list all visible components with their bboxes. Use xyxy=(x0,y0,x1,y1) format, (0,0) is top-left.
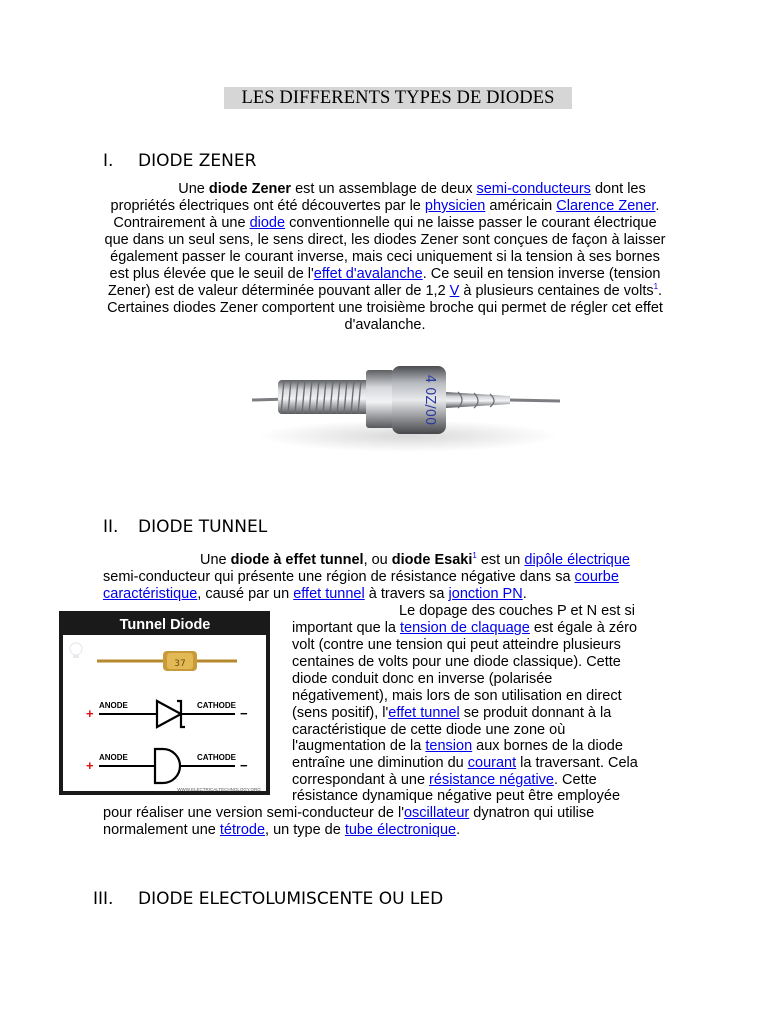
tunnel-text-line: entraîne une diminution du courant la traversant. Cela xyxy=(292,755,638,771)
tunnel-text-line: pour réaliser une version semi-conducteur de l'oscillateur dynatron qui utilise xyxy=(103,805,595,821)
tunnel-text-line: volt (contre une tension qui peut atteindre plusieurs xyxy=(292,637,621,653)
link-tetrode[interactable]: tétrode xyxy=(219,822,266,838)
tunnel-diode-figure xyxy=(59,611,270,795)
link-clarence-zener[interactable]: Clarence Zener xyxy=(556,198,656,214)
minus-sign: − xyxy=(240,758,248,773)
zener-diode-photo xyxy=(248,346,564,454)
tunnel-text-line: l'augmentation de la tension aux bornes de la diode xyxy=(292,738,623,754)
tunnel-text-line: négativement), mais lors de son utilisation en direct xyxy=(292,688,622,704)
link-effet-tunnel[interactable]: effet tunnel xyxy=(293,586,365,602)
tunnel-text-line: résistance dynamique négative peut être employée xyxy=(292,788,621,804)
tunnel-text-line: Le dopage des couches P et N est si xyxy=(399,603,635,619)
link-diode[interactable]: diode xyxy=(249,215,286,231)
link-effet-tunnel-2[interactable]: effet tunnel xyxy=(388,705,460,721)
tunnel-text-line: important que la tension de claquage est égale à zéro xyxy=(292,620,638,636)
image-credit: WWW.ELECTRICALTECHNOLOGY.ORG xyxy=(177,787,261,792)
section-title: DIODE TUNNEL xyxy=(138,517,268,537)
link-dipole-electrique[interactable]: dipôle électrique xyxy=(524,552,630,568)
link-physicien[interactable]: physicien xyxy=(424,198,486,214)
link-courant[interactable]: courant xyxy=(467,755,517,771)
page-title: LES DIFFERENTS TYPES DE DIODES xyxy=(224,87,572,109)
link-semi-conducteurs[interactable]: semi-conducteurs xyxy=(476,181,591,197)
link-resistance-negative[interactable]: résistance négative xyxy=(429,772,554,788)
cathode-label: CATHODE xyxy=(197,753,236,762)
plus-sign: + xyxy=(86,758,94,773)
link-effet-avalanche[interactable]: effet d'avalanche xyxy=(313,266,423,282)
tunnel-text-line: correspondant à une résistance négative. Cette xyxy=(292,772,597,788)
section-number: II. xyxy=(103,517,119,537)
link-tension-claquage[interactable]: tension de claquage xyxy=(400,620,530,636)
diode-marking: 4 0Z/00 xyxy=(422,374,437,426)
anode-label: ANODE xyxy=(99,753,128,762)
link-oscillateur[interactable]: oscillateur xyxy=(403,805,470,821)
figure-title: Tunnel Diode xyxy=(119,617,211,633)
link-volt[interactable]: V xyxy=(449,283,460,299)
tunnel-text-line: centaines de volts pour une diode classique). Cette xyxy=(292,654,621,670)
tunnel-text-line: (sens positif), l'effet tunnel se produit donnant à la xyxy=(292,705,612,721)
link-jonction-pn[interactable]: jonction PN xyxy=(448,586,523,602)
plus-sign: + xyxy=(86,706,94,721)
link-tube-electronique[interactable]: tube électronique xyxy=(344,822,457,838)
cathode-label: CATHODE xyxy=(197,701,236,710)
zener-paragraph: Une diode Zener est un assemblage de deux semi-conducteurs dont les propriétés électriques ont été découvertes par le physicien américain Clarence Zener. Contrairement à une diode conventionnelle qui ne laisse passer le courant électrique que dans un seul sens, le sens direct, les diodes Zener sont conçues de façon à laisser également passer le courant inverse, mais ceci uniquement si la tension à ses bornes est plus élevée que le seuil de l'effet d'avalanche. Ce seuil en tension inverse (tension Zener) est de valeur déterminée pouvant aller de 1,2 V à plusieurs centaines de volts$^1$. Certaines diodes Zener comportent une troisième broche qui permet de régler cet effet d'avalanche. xyxy=(104,181,666,333)
tunnel-paragraph-intro: Une diode à effet tunnel, ou diode Esaki$^1$ est un dipôle électrique semi-conducteur qui présente une région de résistance négative dans sa courbe caractéristique, causé par un effet tunnel à travers sa jonction PN. xyxy=(103,551,630,602)
minus-sign: − xyxy=(240,706,248,721)
tunnel-text-line: diode conduit donc en inverse (polarisée xyxy=(292,671,553,687)
anode-label: ANODE xyxy=(99,701,128,710)
section-number: III. xyxy=(93,889,114,909)
section-title: DIODE ELECTOLUMISCENTE OU LED xyxy=(138,889,444,909)
tunnel-text-line: normalement une tétrode, un type de tube électronique. xyxy=(103,822,461,838)
footnote-ref[interactable]: 1 xyxy=(653,282,659,292)
link-courbe-caracteristique[interactable]: courbe caractéristique xyxy=(103,569,619,602)
section-title: DIODE ZENER xyxy=(138,151,257,171)
link-tension[interactable]: tension xyxy=(425,738,473,754)
footnote-ref[interactable]: 1 xyxy=(472,551,477,561)
section-number: I. xyxy=(103,151,114,171)
tunnel-text-line: caractéristique de cette diode une zone où xyxy=(292,722,566,738)
svg-text:37: 37 xyxy=(174,659,186,669)
